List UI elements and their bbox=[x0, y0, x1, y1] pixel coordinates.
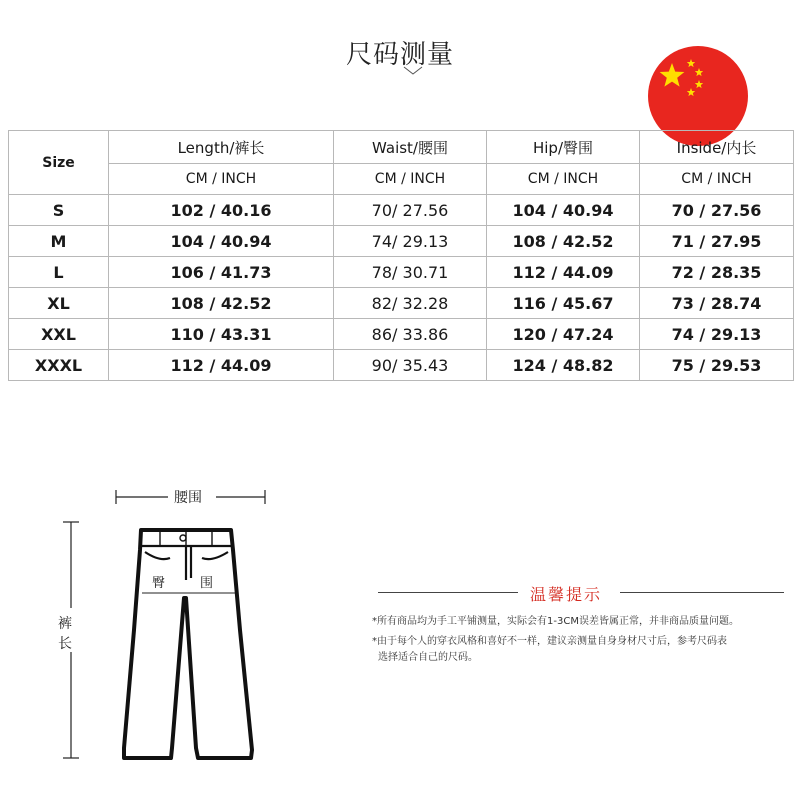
size-cell: XXXL bbox=[9, 350, 109, 381]
length-label bbox=[56, 614, 74, 654]
length-cell: 108 / 42.52 bbox=[109, 288, 334, 319]
waist-cell: 86/ 33.86 bbox=[334, 319, 487, 350]
length-cell: 112 / 44.09 bbox=[109, 350, 334, 381]
pants-diagram bbox=[0, 480, 300, 800]
unit-label: CM / INCH bbox=[109, 164, 334, 195]
waist-cell: 82/ 32.28 bbox=[334, 288, 487, 319]
table-row bbox=[9, 350, 794, 381]
waist-cell: 78/ 30.71 bbox=[334, 257, 487, 288]
column-header-hip: Hip/臀围 bbox=[487, 131, 640, 164]
length-cell: 104 / 40.94 bbox=[109, 226, 334, 257]
table-row bbox=[9, 288, 794, 319]
length-cell: 106 / 41.73 bbox=[109, 257, 334, 288]
inside-cell: 75 / 29.53 bbox=[640, 350, 794, 381]
hip-cell: 120 / 47.24 bbox=[487, 319, 640, 350]
hip-cell: 104 / 40.94 bbox=[487, 195, 640, 226]
column-header-length: Length/裤长 bbox=[109, 131, 334, 164]
inside-cell: 70 / 27.56 bbox=[640, 195, 794, 226]
table-row bbox=[9, 257, 794, 288]
waist-label: 腰围 bbox=[174, 490, 202, 506]
length-cell: 102 / 40.16 bbox=[109, 195, 334, 226]
size-column-header: Size bbox=[9, 131, 109, 195]
hip-cell: 112 / 44.09 bbox=[487, 257, 640, 288]
size-chart-table bbox=[8, 130, 794, 381]
hip-cell: 116 / 45.67 bbox=[487, 288, 640, 319]
inside-cell: 74 / 29.13 bbox=[640, 319, 794, 350]
tips-title: 温馨提示 bbox=[530, 585, 603, 604]
size-cell: L bbox=[9, 257, 109, 288]
inside-cell: 71 / 27.95 bbox=[640, 226, 794, 257]
tip-text: 选择适合自己的尺码。 bbox=[378, 652, 478, 663]
divider bbox=[620, 592, 784, 593]
page-title: 尺码测量 bbox=[345, 40, 454, 70]
tip-text: *由于每个人的穿衣风格和喜好不一样，建议亲测量自身身材尺寸后，参考尺码表 bbox=[372, 636, 727, 647]
unit-label: CM / INCH bbox=[640, 164, 794, 195]
chevron-down-icon bbox=[403, 66, 423, 76]
size-cell: XL bbox=[9, 288, 109, 319]
hip-label: 臀 bbox=[152, 576, 166, 591]
table-row bbox=[9, 195, 794, 226]
pants-outline bbox=[124, 530, 252, 758]
column-header-waist: Waist/腰围 bbox=[334, 131, 487, 164]
hip-cell: 108 / 42.52 bbox=[487, 226, 640, 257]
table-row bbox=[9, 226, 794, 257]
waist-cell: 90/ 35.43 bbox=[334, 350, 487, 381]
hip-label: 围 bbox=[200, 576, 214, 591]
unit-label: CM / INCH bbox=[334, 164, 487, 195]
size-cell: M bbox=[9, 226, 109, 257]
waist-cell: 74/ 29.13 bbox=[334, 226, 487, 257]
waist-cell: 70/ 27.56 bbox=[334, 195, 487, 226]
length-label-char: 长 bbox=[58, 636, 72, 652]
length-label-char: 裤 bbox=[58, 616, 72, 632]
column-header-inside: Inside/内长 bbox=[640, 131, 794, 164]
divider bbox=[378, 592, 518, 593]
table-row bbox=[9, 319, 794, 350]
hip-cell: 124 / 48.82 bbox=[487, 350, 640, 381]
inside-cell: 72 / 28.35 bbox=[640, 257, 794, 288]
inside-cell: 73 / 28.74 bbox=[640, 288, 794, 319]
size-cell: S bbox=[9, 195, 109, 226]
unit-label: CM / INCH bbox=[487, 164, 640, 195]
tip-text: *所有商品均为手工平铺测量，实际会有1-3CM误差皆属正常，并非商品质量问题。 bbox=[372, 616, 739, 627]
size-cell: XXL bbox=[9, 319, 109, 350]
length-cell: 110 / 43.31 bbox=[109, 319, 334, 350]
